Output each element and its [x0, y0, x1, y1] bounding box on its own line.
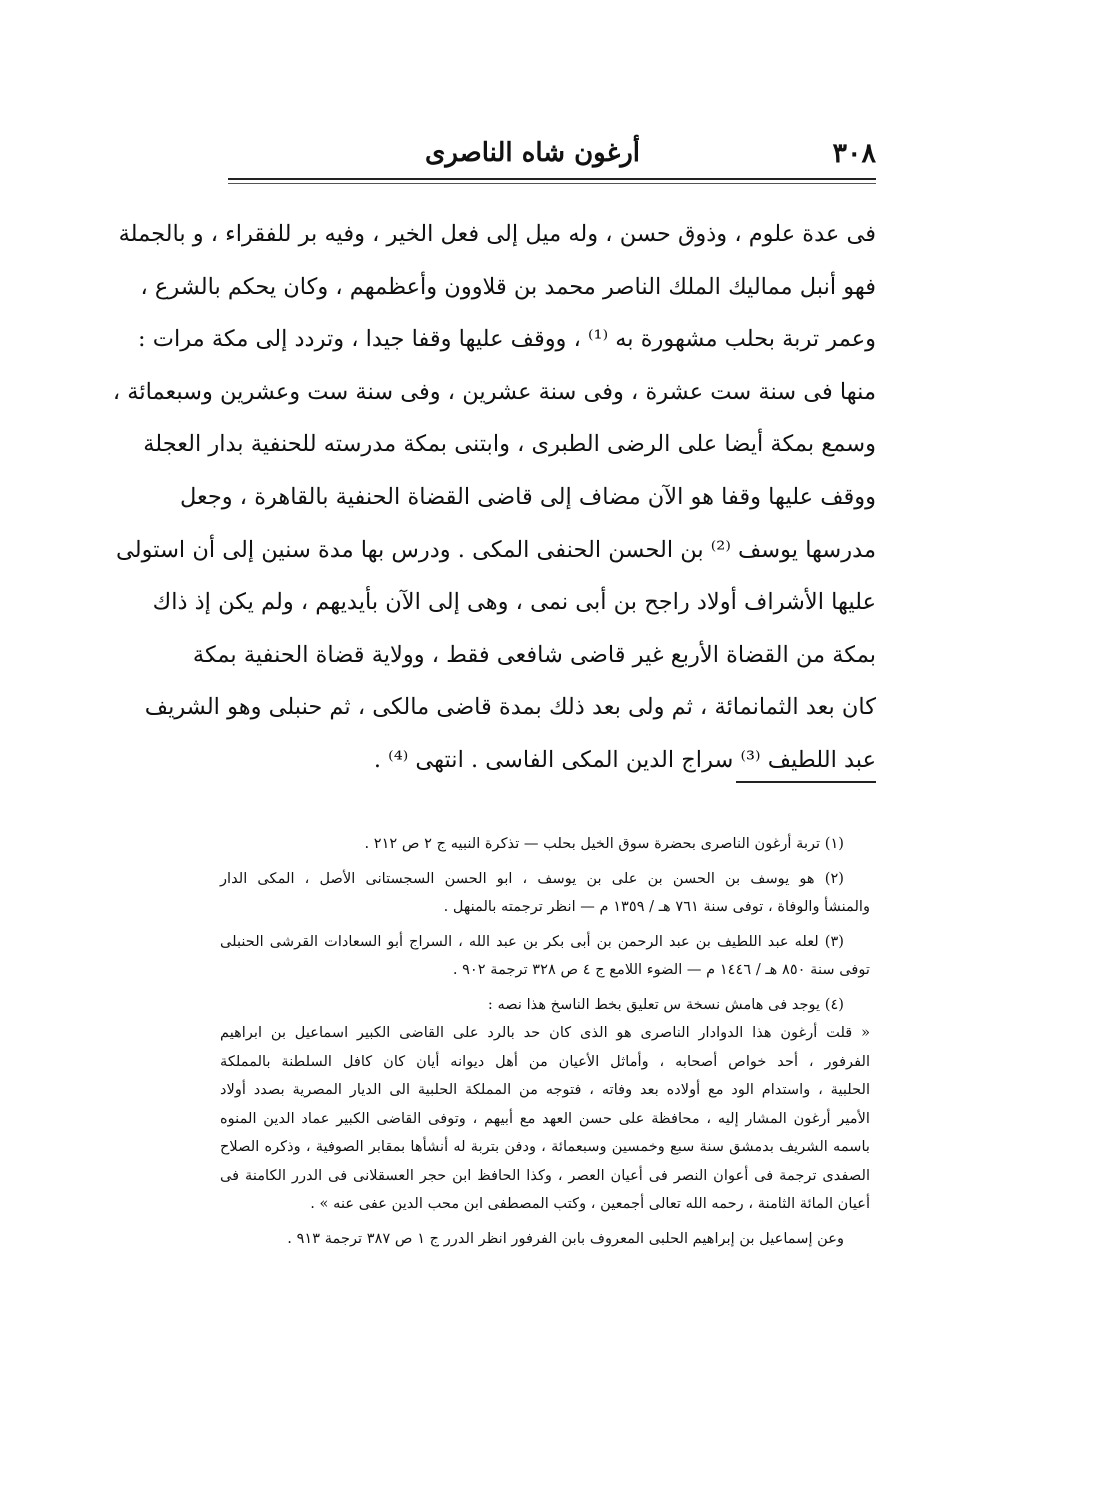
footnote-line: (٢) هو يوسف بن الحسن بن على بن يوسف ، ابو الحسن السجستانى الأصل ، المكى الدار — [220, 869, 844, 887]
footnote-separator — [736, 781, 876, 783]
text-line: كان بعد الثمانمائة ، ثم ولى بعد ذلك بمدة قاضى مالكى ، ثم حنبلى وهو الشريف — [144, 694, 876, 721]
footnote-line: الصفدى ترجمة فى أعوان النصر فى أعيان العصر ، وكذا الحافظ ابن حجر العسقلانى فى الدرر الكامنة فى — [220, 1166, 870, 1184]
text-line: مدرسها يوسف ⁽²⁾ بن الحسن الحنفى المكى . ودرس بها مدة سنين إلى أن استولى — [116, 536, 876, 563]
text-line: عبد اللطيف ⁽³⁾ سراج الدين المكى الفاسى . انتهى ⁽⁴⁾ . — [373, 746, 876, 773]
footnote-line: باسمه الشريف بدمشق سنة سبع وخمسين وسبعمائة ، ودفن بتربة له أنشأها بمقابر الصوفية ، وذكره الصلاح — [220, 1138, 870, 1155]
footnote-line: (٤) يوجد فى هامش نسخة س تعليق بخط الناسخ هذا نصه : — [487, 995, 844, 1013]
footnote-final: وعن إسماعيل بن إبراهيم الحلبى المعروف بابن الفرفور انظر الدرر ج ١ ص ٣٨٧ ترجمة ٩١٣ . — [287, 1229, 844, 1247]
main-text — [112, 208, 876, 787]
header-rule-thin — [228, 183, 876, 184]
footnote-1 — [220, 830, 870, 859]
page-number: ٣٠٨ — [832, 138, 876, 169]
text-line: وعمر تربة بحلب مشهورة به ⁽¹⁾ ، ووقف عليها وقفا جيدا ، وتردد إلى مكة مرات : — [138, 326, 876, 353]
footnote-line: (١) تربة أرغون الناصرى بحضرة سوق الخيل بحلب — تذكرة النبيه ج ٢ ص ٢١٢ . — [364, 835, 844, 852]
footnote-line: توفى سنة ٨٥٠ هـ / ١٤٤٦ م — الضوء اللامع ج ٤ ص ٣٢٨ ترجمة ٩٠٢ . — [452, 961, 870, 978]
footnote-line: الحلبية ، واستدام الود مع أولاده بعد وفاته ، فتوجه من المملكة الحلبية الى الديار المصرية بصدد أولاد — [220, 1081, 870, 1098]
footnote-line: الأمير أرغون المشار إليه ، محافظة على حسن العهد مع أبيهم ، وتوفى القاضى الكبير عماد الدين المنوه — [220, 1109, 870, 1127]
footnote-3 — [220, 928, 870, 985]
footnote-line: (٣) لعله عبد اللطيف بن عبد الرحمن بن أبى بكر بن عبد الله ، السراج أبو السعادات القرشى الحنبلى — [220, 932, 844, 950]
text-line: ووقف عليها وقفا هو الآن مضاف إلى قاضى القضاة الحنفية بالقاهرة ، وجعل — [179, 483, 876, 510]
text-line: فهو أنبل مماليك الملك الناصر محمد بن قلاوون وأعظمهم ، وكان يحكم بالشرع ، — [140, 273, 876, 300]
footnote-line: الفرفور ، أحد خواص أصحابه ، وأماثل الأعيان من أهل ديوانه أيان كان كافل السلطنة بالمملكة — [220, 1052, 870, 1070]
text-line: وسمع بمكة أيضا على الرضى الطبرى ، وابتنى بمكة مدرسته للحنفية بدار العجلة — [143, 431, 876, 458]
footnote-line: أعيان المائة الثامنة ، رحمه الله تعالى أجمعين ، وكتب المصطفى ابن محب الدين عفى عنه » . — [310, 1195, 870, 1212]
text-line: عليها الأشراف أولاد راجح بن أبى نمى ، وهى إلى الآن بأيديهم ، ولم يكن إذ ذاك — [152, 589, 876, 616]
footnote-line: والمنشأ والوفاة ، توفى سنة ٧٦١ هـ / ١٣٥٩ م — انظر ترجمته بالمنهل . — [443, 898, 870, 915]
text-line: منها فى سنة ست عشرة ، وفى سنة عشرين ، وفى سنة ست وعشرين وسبعمائة ، — [112, 378, 876, 405]
footnotes — [220, 830, 870, 1253]
text-line: بمكة من القضاة الأربع غير قاضى شافعى فقط ، وولاية قضاة الحنفية بمكة — [192, 641, 876, 668]
text-line: فى عدة علوم ، وذوق حسن ، وله ميل إلى فعل الخير ، وفيه بر للفقراء ، و بالجملة — [118, 221, 876, 247]
running-title: أرغون شاه الناصرى — [424, 138, 640, 168]
footnote-line: « قلت أرغون هذا الدوادار الناصرى هو الذى كان حد بالرد على القاضى الكبير اسماعيل بن ابراهيم — [220, 1024, 870, 1041]
footnote-2 — [220, 865, 870, 922]
page-header — [228, 138, 876, 180]
header-rule — [228, 178, 876, 180]
footnote-4 — [220, 991, 870, 1219]
